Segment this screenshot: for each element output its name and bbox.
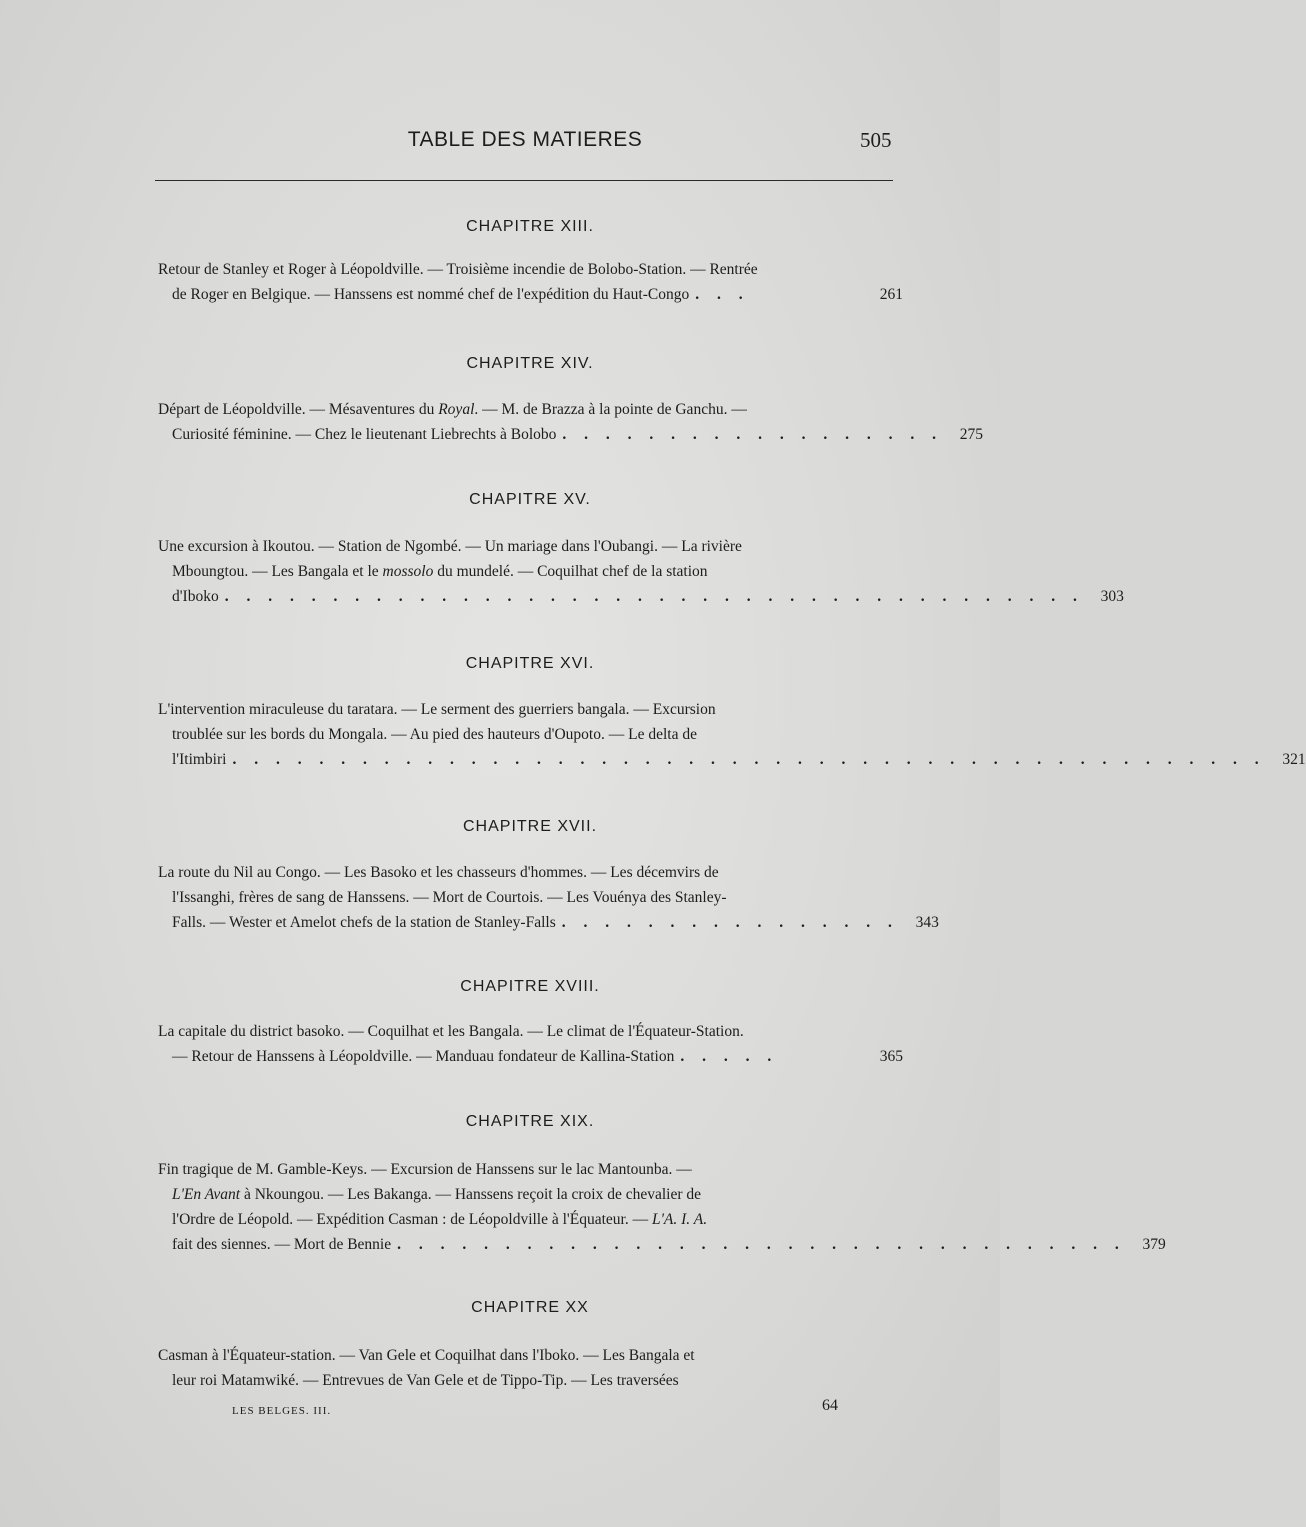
leader-dots: . . . . . . . . . . . . . . . . . . . . . . . . . . . . . . . . . . . . . . . . . . . . . . . .	[232, 751, 1266, 768]
leader-dots: . . . . . . . . . . . . . . . . . .	[562, 426, 944, 443]
leader-dots: . . . . . . . . . . . . . . . . . . . . . . . . . . . . . . . . . .	[397, 1236, 1126, 1253]
chapter-heading-xiv: CHAPITRE XIV.	[466, 355, 594, 372]
chapter-heading-xvi: CHAPITRE XVI.	[465, 655, 595, 672]
chapter-summary-xix	[158, 1157, 1166, 1257]
summary-line: L'En Avant à Nkoungou. — Les Bakanga. — Hanssens reçoit la croix de chevalier de	[172, 1186, 702, 1203]
summary-line: l'Issanghi, frères de sang de Hanssens. — Mort de Courtois. — Les Vouénya des Stanley-	[172, 889, 727, 906]
summary-line: Falls. — Wester et Amelot chefs de la station de Stanley-Falls . . . . . . . . . . . . . . . . 343	[158, 910, 903, 935]
page-ref: 275	[959, 426, 984, 443]
chapter-heading-xvii: CHAPITRE XVII.	[462, 818, 598, 835]
summary-line: — Retour de Hanssens à Léopoldville. — Manduau fondateur de Kallina-Station . . . . . 365	[158, 1044, 903, 1069]
summary-line: de Roger en Belgique. — Hanssens est nommé chef de l'expédition du Haut-Congo . . . 261	[158, 282, 903, 307]
printer-signature: LES BELGES. III.	[232, 1405, 332, 1417]
summary-line: Mboungtou. — Les Bangala et le mossolo du mundelé. — Coquilhat chef de la station	[172, 563, 708, 580]
summary-line: l'Itimbiri . . . . . . . . . . . . . . . . . . . . . . . . . . . . . . . . . . . . . . . . . . . . . . . . 321	[158, 747, 903, 772]
chapter-summary-xvi	[158, 697, 1306, 772]
chapter-heading-xv: CHAPITRE XV.	[469, 491, 591, 508]
chapter-heading-xiii: CHAPITRE XIII.	[466, 218, 594, 235]
chapter-summary-xiv	[158, 397, 984, 447]
page-ref: 365	[879, 1048, 903, 1065]
chapter-summary-xvii	[158, 860, 939, 935]
chapter-heading-xix: CHAPITRE XIX.	[465, 1113, 595, 1130]
summary-line: leur roi Matamwiké. — Entrevues de Van Gele et de Tippo-Tip. — Les traversées	[172, 1372, 679, 1389]
page-ref: 303	[1100, 588, 1124, 605]
summary-line: Retour de Stanley et Roger à Léopoldville. — Troisième incendie de Bolobo-Station. — Rentrée	[158, 261, 758, 278]
summary-line: Casman à l'Équateur-station. — Van Gele et Coquilhat dans l'Iboko. — Les Bangala et	[158, 1347, 695, 1364]
summary-line: Curiosité féminine. — Chez le lieutenant Liebrechts à Bolobo . . . . . . . . . . . . . . . . . . 275	[158, 422, 903, 447]
summary-line: La route du Nil au Congo. — Les Basoko et les chasseurs d'hommes. — Les décemvirs de	[158, 864, 719, 881]
sheet-number: 64	[822, 1397, 838, 1414]
header-rule	[155, 180, 893, 181]
leader-dots: . . . . . . . . . . . . . . . . . . . . . . . . . . . . . . . . . . . . . . . .	[224, 588, 1084, 605]
summary-line: Départ de Léopoldville. — Mésaventures du Royal. — M. de Brazza à la pointe de Ganchu. —	[158, 401, 747, 418]
chapter-summary-xiii	[158, 257, 903, 307]
chapter-heading-xx: CHAPITRE XX	[471, 1299, 589, 1316]
summary-line: Fin tragique de M. Gamble-Keys. — Excursion de Hanssens sur le lac Mantounba. —	[158, 1161, 692, 1178]
summary-line: fait des siennes. — Mort de Bennie . . . . . . . . . . . . . . . . . . . . . . . . . . . . . . . . . . 379	[158, 1232, 903, 1257]
summary-line: L'intervention miraculeuse du taratara. — Le serment des guerriers bangala. — Excursion	[158, 701, 716, 718]
summary-line: l'Ordre de Léopold. — Expédition Casman : de Léopoldville à l'Équateur. — L'A. I. A.	[172, 1211, 708, 1228]
running-title: TABLE DES MATIERES	[407, 128, 643, 151]
summary-line: La capitale du district basoko. — Coquilhat et les Bangala. — Le climat de l'Équateur-Station.	[158, 1023, 744, 1040]
chapter-summary-xx	[158, 1343, 903, 1393]
chapter-heading-xviii: CHAPITRE XVIII.	[460, 978, 600, 995]
leader-dots: . . .	[695, 286, 750, 303]
page-ref: 379	[1142, 1236, 1166, 1253]
page-ref: 343	[915, 914, 939, 931]
chapter-summary-xv	[158, 534, 1124, 609]
chapter-summary-xviii	[158, 1019, 903, 1069]
page-ref: 321	[1282, 751, 1306, 768]
leader-dots: . . . . .	[680, 1048, 779, 1065]
summary-line: Une excursion à Ikoutou. — Station de Ngombé. — Un mariage dans l'Oubangi. — La rivière	[158, 538, 742, 555]
page-ref: 261	[879, 286, 903, 303]
page-number: 505	[860, 128, 892, 152]
leader-dots: . . . . . . . . . . . . . . . .	[561, 914, 899, 931]
summary-line: d'Iboko . . . . . . . . . . . . . . . . . . . . . . . . . . . . . . . . . . . . . . . . 303	[158, 584, 903, 609]
summary-line: troublée sur les bords du Mongala. — Au pied des hauteurs d'Oupoto. — Le delta de	[172, 726, 697, 743]
